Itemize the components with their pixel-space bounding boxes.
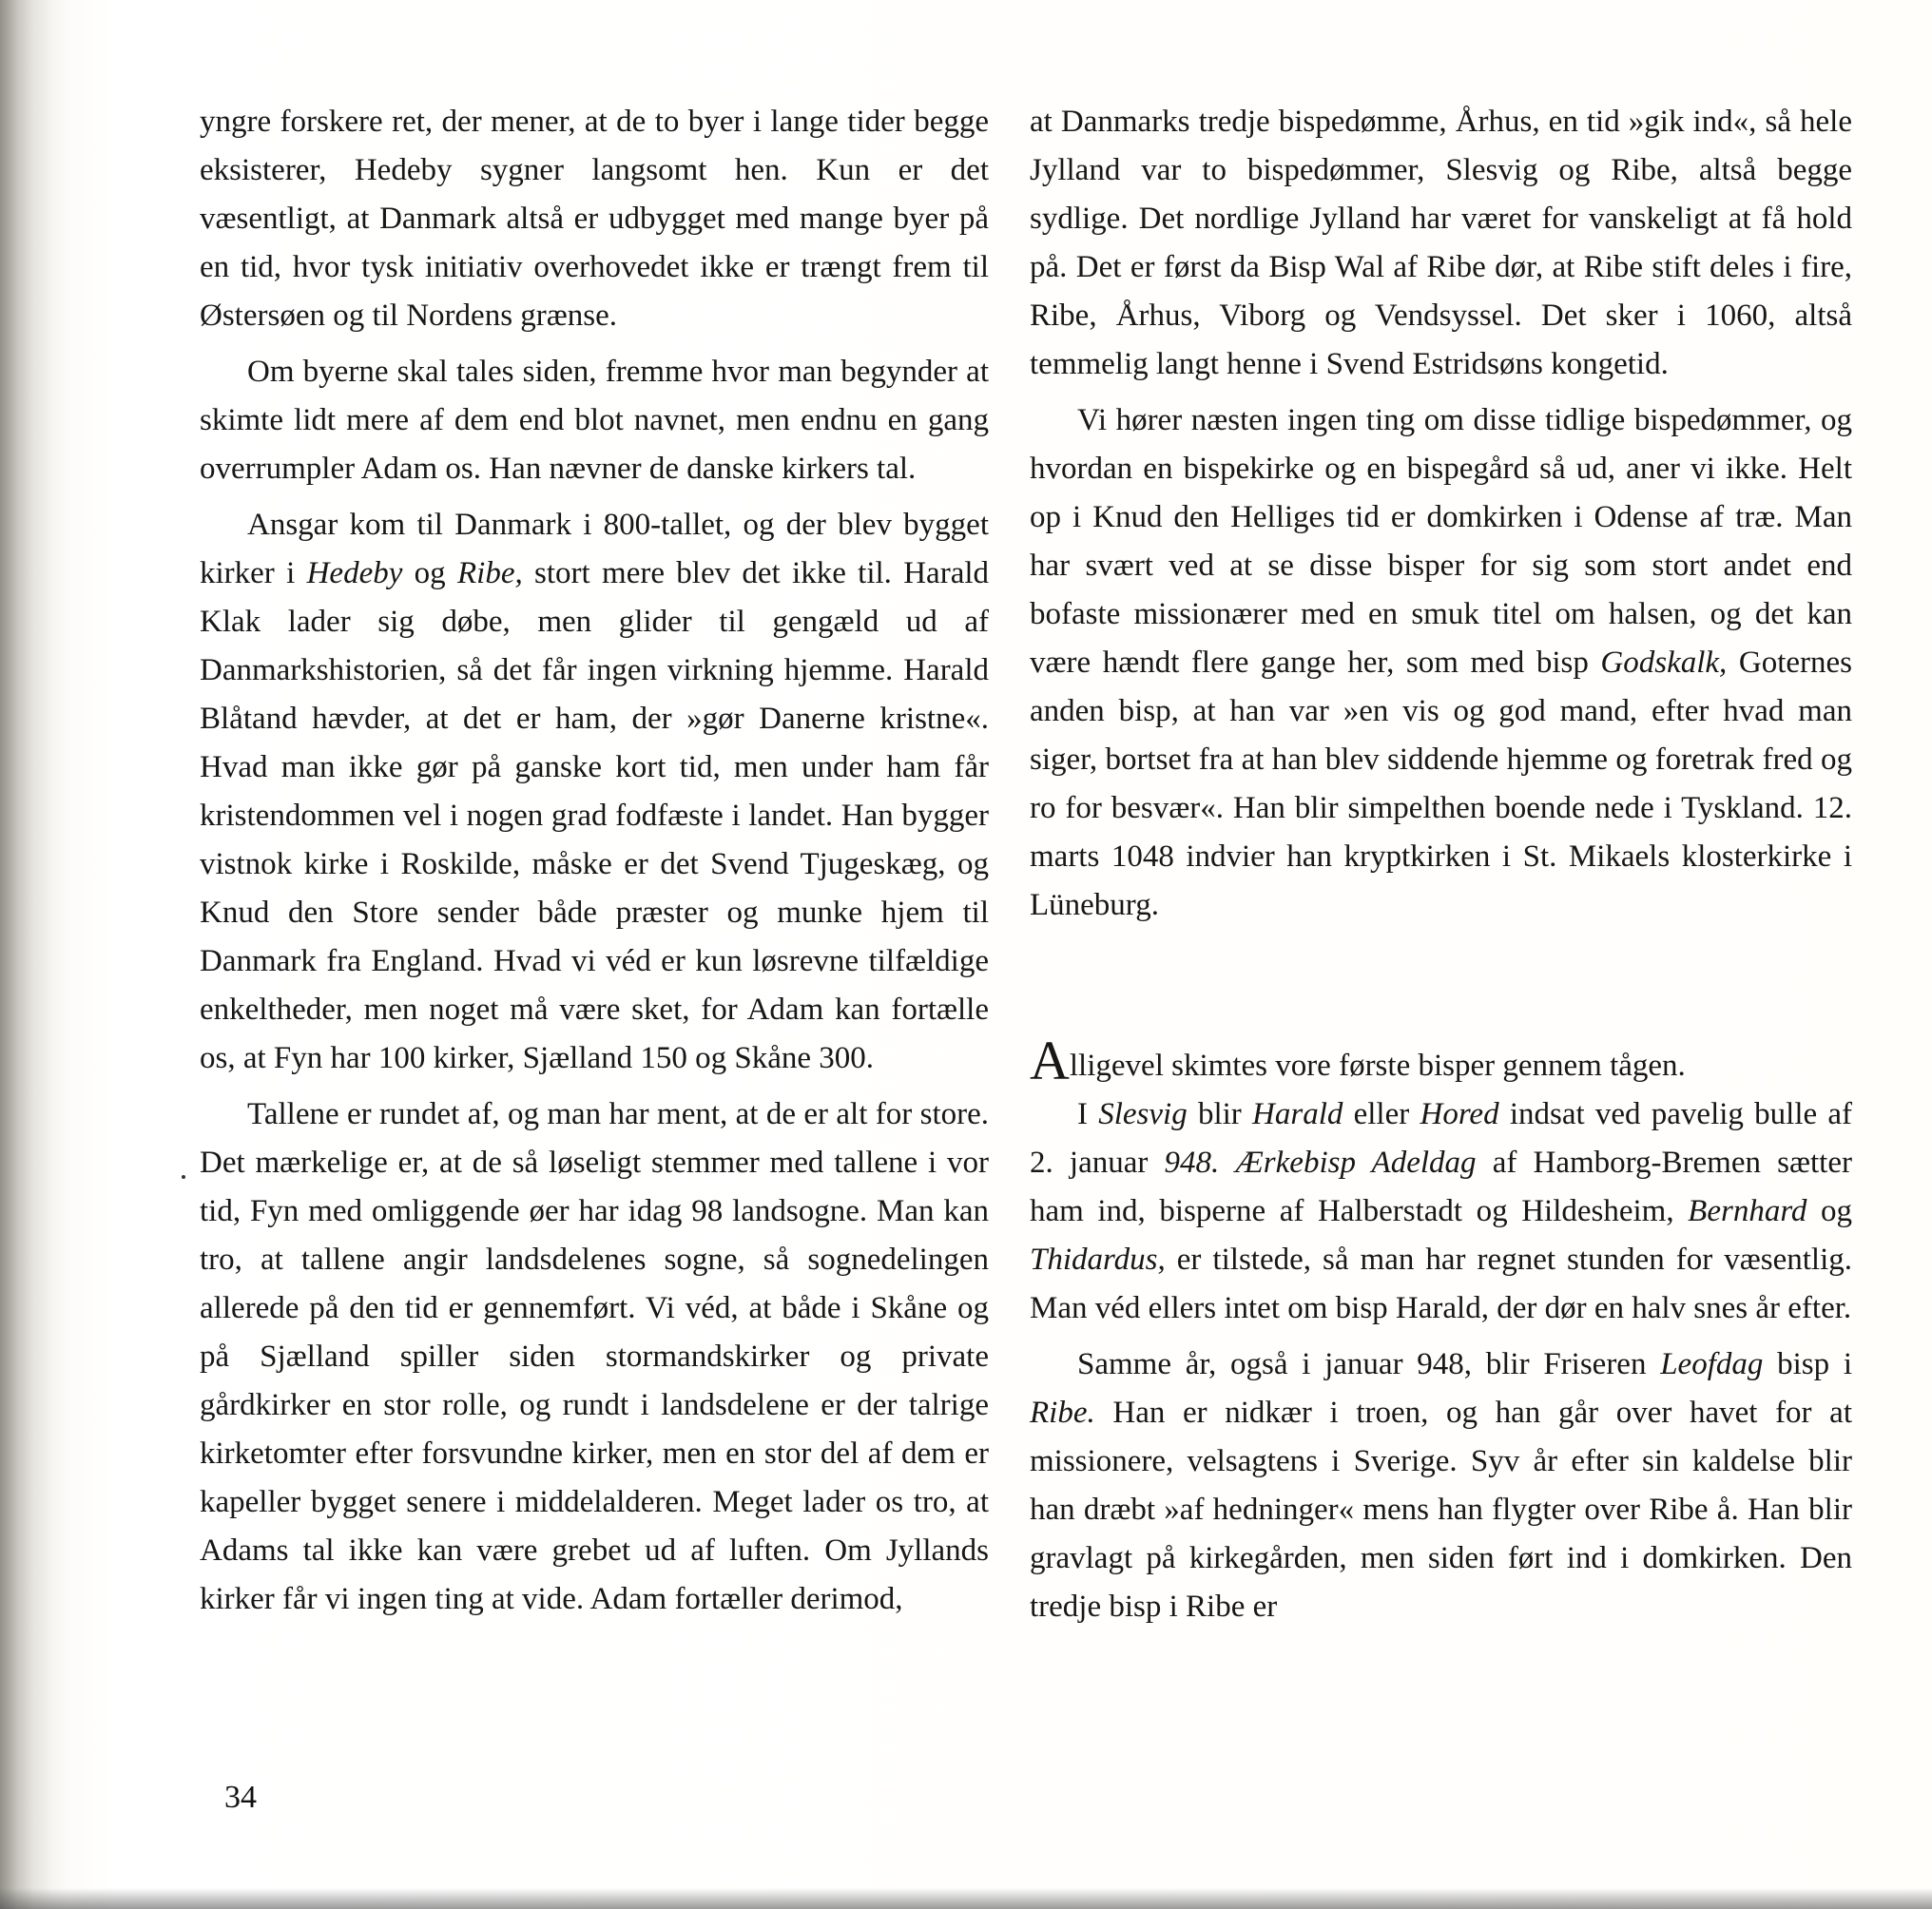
right-paragraph-3-text-6: af Hamborg-Bremen sætter ham ind, bisperne af Halberstadt og Hildesheim,: [1030, 1146, 1852, 1228]
right-paragraph-3-text-7: og: [1806, 1194, 1853, 1228]
place-name-slesvig: Slesvig: [1098, 1097, 1188, 1131]
page-number: 34: [224, 1780, 257, 1815]
right-paragraph-3-text-2: blir: [1187, 1097, 1253, 1131]
left-text-column: [200, 98, 989, 1624]
left-paragraph-3-text-2: og: [402, 556, 457, 590]
person-name-bernhard: Bernhard: [1688, 1194, 1807, 1228]
person-name-hored: Hored: [1420, 1097, 1499, 1131]
drop-cap-letter: A: [1030, 1030, 1070, 1091]
person-name-leofdag: Leofdag: [1660, 1347, 1764, 1381]
right-paragraph-4: [1030, 1340, 1852, 1631]
left-paragraph-3-text-3: stort mere blev det ikke til. Harald Klak lader sig døbe, men glider til gengæld ud af Danmarkshistorien, så det får ingen virkning hjemme. Harald Blåtand hævder, at det er ham, der »gør Danerne kristne«. Hvad man ikke gør på ganske kort tid, men under ham får kristendommen vel i nogen grad fodfæste i landet. Han bygger vistnok kirke i Roskilde, måske er det Svend Tjugeskæg, og Knud den Store sender både præster og munke hjem til Danmark fra England. Hvad vi véd er kun løsrevne tilfældige enkeltheder, men noget må være sket, for Adam kan fortælle os, at Fyn har 100 kirker, Sjælland 150 og Skåne 300.: [200, 556, 990, 1075]
left-paragraph-1: yngre forskere ret, der mener, at de to byer i lange tider begge eksisterer, Hedeby sygner langsomt hen. Kun er det væsentligt, at Danmark altså er udbygget med mange byer på en tid, hvor tysk initiativ overhovedet ikke er trængt frem til Østersøen og til Nordens grænse.: [200, 105, 989, 333]
person-name-harald: Harald: [1252, 1097, 1343, 1131]
right-paragraph-3-text-3: eller: [1343, 1097, 1420, 1131]
left-paragraph-4: Tallene er rundet af, og man har ment, at de er alt for store. Det mærkelige er, at de så løseligt stemmer med tallene i vor tid, Fyn med omliggende øer har idag 98 landsogne. Man kan tro, at tallene angir landsdelenes sogne, så sognedelingen allerede på den tid er gennemført. Vi véd, at både i Skåne og på Sjælland spiller siden stormandskirker og private gårdkirker en stor rolle, og rundt i landsdelene er der talrige kirketomter efter forsvundne kirker, men en stor del af dem er kapeller bygget senere i middelalderen. Meget lader os tro, at Adams tal ikke kan være grebet ud af luften. Om Jyllands kirker får vi ingen ting at vide. Adam fortæller derimod,: [200, 1097, 989, 1616]
right-paragraph-2-text-1: Vi hører næsten ingen ting om disse tidlige bispedømmer, og hvordan en bispekirke og en bispegård så ud, aner vi ikke. Helt op i Knud den Helliges tid er domkirken i Odense af træ. Man har svært ved at se disse bisper for sig som stort andet end bofaste missionærer med en smuk titel om halsen, og det kan være hændt flere gange her, som med bisp: [1030, 403, 1852, 680]
place-name-ribe-2: Ribe.: [1030, 1396, 1095, 1430]
right-paragraph-2-text-2: Goternes anden bisp, at han var »en vis og god mand, efter hvad man siger, bortset fra at han blev siddende hjemme og foretrak fred og ro for besvær«. Han blir simpelthen boende nede i Tyskland. 12. marts 1048 indvier han kryptkirken i St. Mikaels klosterkirke i Lüneburg.: [1030, 646, 1852, 922]
person-name-thidardus: Thidardus,: [1030, 1243, 1166, 1277]
right-paragraph-3-text-4: indsat ved pavelig bulle af 2. januar: [1030, 1097, 1853, 1180]
right-paragraph-4-text-2: bisp i: [1763, 1347, 1852, 1381]
right-paragraph-1: at Danmarks tredje bispedømme, Århus, en tid »gik ind«, så hele Jylland var to bispedømmer, Slesvig og Ribe, altså begge sydlige. Det nordlige Jylland har været for vanskeligt at få hold på. Det er først da Bisp Wal af Ribe dør, at Ribe stift deles i fire, Ribe, Århus, Viborg og Vendsyssel. Det sker i 1060, altså temmelig langt henne i Svend Estridsøns kongetid.: [1030, 105, 1852, 381]
person-name-godskalk: Godskalk,: [1600, 646, 1728, 680]
section-break: [1030, 930, 1852, 1036]
right-text-column: [1030, 98, 1852, 1631]
left-paragraph-3: [200, 501, 989, 1083]
right-paragraph-3-text-8: er tilstede, så man har regnet stunden for væsentlig. Man véd ellers intet om bisp Harald, der dør en halv snes år efter.: [1030, 1243, 1852, 1325]
section-opening-line: [1030, 1030, 1852, 1091]
person-name-adeldag: Ærkebisp Adeldag: [1235, 1146, 1477, 1180]
right-paragraph-4-text-3: Han er nidkær i troen, og han går over havet for at missionere, velsagtens i Sverige. Syv år efter sin kaldelse blir han dræbt »af hedninger« mens han flygter over Ribe å. Han blir gravlagt på kirkegården, men siden ført ind i domkirken. Den tredje bisp i Ribe er: [1030, 1396, 1852, 1624]
place-name-ribe: Ribe,: [457, 556, 523, 590]
margin-dot-mark: [182, 1175, 185, 1179]
place-name-hedeby: Hedeby: [306, 556, 403, 590]
right-paragraph-2: [1030, 396, 1852, 930]
page-bottom-edge: [0, 1888, 1932, 1909]
page-gutter-shadow: [0, 0, 67, 1909]
right-paragraph-3-text-5: [1219, 1146, 1235, 1180]
right-paragraph-4-text-1: Samme år, også i januar 948, blir Friseren: [1077, 1347, 1661, 1381]
left-paragraph-2: Om byerne skal tales siden, fremme hvor man begynder at skimte lidt mere af dem end blot navnet, men endnu en gang overrumpler Adam os. Han nævner de danske kirkers tal.: [200, 355, 989, 486]
left-paragraph-3-text-1: Ansgar kom til Danmark i 800-tallet, og der blev bygget kirker i: [200, 508, 989, 590]
year-948: 948.: [1164, 1146, 1220, 1180]
right-paragraph-3-text-1: I: [1077, 1097, 1099, 1131]
section-opening-text: lligevel skimtes vore første bisper gennem tågen.: [1069, 1049, 1686, 1083]
right-paragraph-3: [1030, 1090, 1852, 1333]
